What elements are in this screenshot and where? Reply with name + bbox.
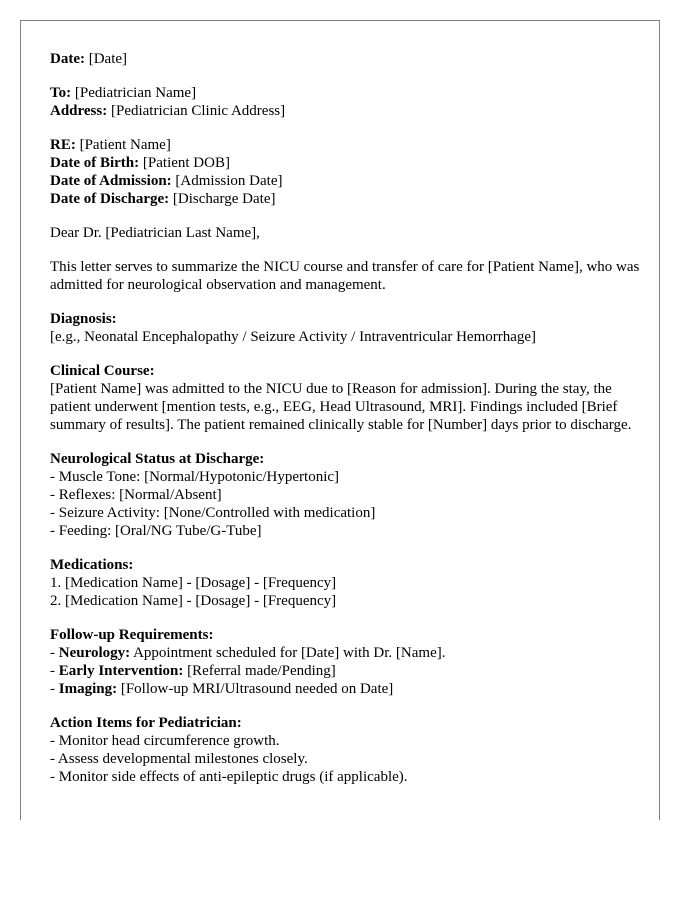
date-label: Date: xyxy=(50,51,85,67)
admission-line xyxy=(50,172,640,190)
list-item: - Monitor side effects of anti-epileptic drugs (if applicable). xyxy=(50,769,408,785)
list-item: - Seizure Activity: [None/Controlled with medication] xyxy=(50,505,376,521)
discharge-label: Date of Discharge: xyxy=(50,191,170,207)
admission-label: Date of Admission: xyxy=(50,173,172,189)
followup-text: [Follow-up MRI/Ultrasound needed on Date] xyxy=(117,681,394,697)
followup-section xyxy=(50,626,640,698)
list-item: - Feeding: [Oral/NG Tube/G-Tube] xyxy=(50,523,262,539)
list-item xyxy=(50,662,640,680)
followup-label: Neurology: xyxy=(58,645,131,661)
to-line xyxy=(50,84,640,102)
date-value: [Date] xyxy=(88,51,128,67)
dob-label: Date of Birth: xyxy=(50,155,140,171)
followup-title: Follow-up Requirements: xyxy=(50,627,214,643)
admission-value: [Admission Date] xyxy=(175,173,283,189)
to-value: [Pediatrician Name] xyxy=(74,85,197,101)
list-item xyxy=(50,644,640,662)
medications-title: Medications: xyxy=(50,557,134,573)
followup-label: Early Intervention: xyxy=(58,663,184,679)
spacer xyxy=(50,68,640,84)
clinical-course-text: [Patient Name] was admitted to the NICU due to [Reason for admission]. During the stay, the patient underwent [mention tests, e.g., EEG, Head Ultrasound, MRI]. Findings included [Brief summary of results]. The patient remained clinically stable for [Number] days prior to discharge. xyxy=(50,381,632,433)
discharge-value: [Discharge Date] xyxy=(172,191,276,207)
followup-label: Imaging: xyxy=(58,681,118,697)
list-item: - Monitor head circumference growth. xyxy=(50,733,280,749)
discharge-line xyxy=(50,190,640,208)
address-line xyxy=(50,102,640,120)
recipient-block xyxy=(50,50,640,120)
patient-info-block xyxy=(50,136,640,208)
diagnosis-title: Diagnosis: xyxy=(50,311,117,327)
list-item: 2. [Medication Name] - [Dosage] - [Frequency] xyxy=(50,593,337,609)
action-items-section xyxy=(50,714,640,786)
list-item: 1. [Medication Name] - [Dosage] - [Frequency] xyxy=(50,575,337,591)
address-label: Address: xyxy=(50,103,108,119)
letter-page xyxy=(20,20,660,820)
diagnosis-section xyxy=(50,310,640,346)
bullet-prefix: - xyxy=(50,645,59,661)
salutation xyxy=(50,224,640,242)
medications-section xyxy=(50,556,640,610)
diagnosis-text: [e.g., Neonatal Encephalopathy / Seizure Activity / Intraventricular Hemorrhage] xyxy=(50,329,537,345)
list-item: - Assess developmental milestones closely. xyxy=(50,751,308,767)
dob-value: [Patient DOB] xyxy=(142,155,230,171)
intro-paragraph xyxy=(50,258,640,294)
clinical-course-section xyxy=(50,362,640,434)
dob-line xyxy=(50,154,640,172)
bullet-prefix: - xyxy=(50,681,59,697)
neuro-status-section xyxy=(50,450,640,540)
salutation-text: Dear Dr. [Pediatrician Last Name], xyxy=(50,225,260,241)
followup-text: Appointment scheduled for [Date] with Dr. [Name]. xyxy=(130,645,446,661)
action-items-title: Action Items for Pediatrician: xyxy=(50,715,242,731)
neuro-status-title: Neurological Status at Discharge: xyxy=(50,451,265,467)
followup-text: [Referral made/Pending] xyxy=(183,663,336,679)
address-value: [Pediatrician Clinic Address] xyxy=(110,103,286,119)
clinical-course-title: Clinical Course: xyxy=(50,363,155,379)
re-line xyxy=(50,136,640,154)
bullet-prefix: - xyxy=(50,663,59,679)
list-item xyxy=(50,680,640,698)
date-line xyxy=(50,50,640,68)
re-label: RE: xyxy=(50,137,76,153)
list-item: - Muscle Tone: [Normal/Hypotonic/Hypertonic] xyxy=(50,469,340,485)
list-item: - Reflexes: [Normal/Absent] xyxy=(50,487,222,503)
re-value: [Patient Name] xyxy=(79,137,171,153)
to-label: To: xyxy=(50,85,72,101)
letter-content xyxy=(50,50,640,802)
intro-text: This letter serves to summarize the NICU course and transfer of care for [Patient Name], who was admitted for neurological observation and management. xyxy=(50,259,640,293)
